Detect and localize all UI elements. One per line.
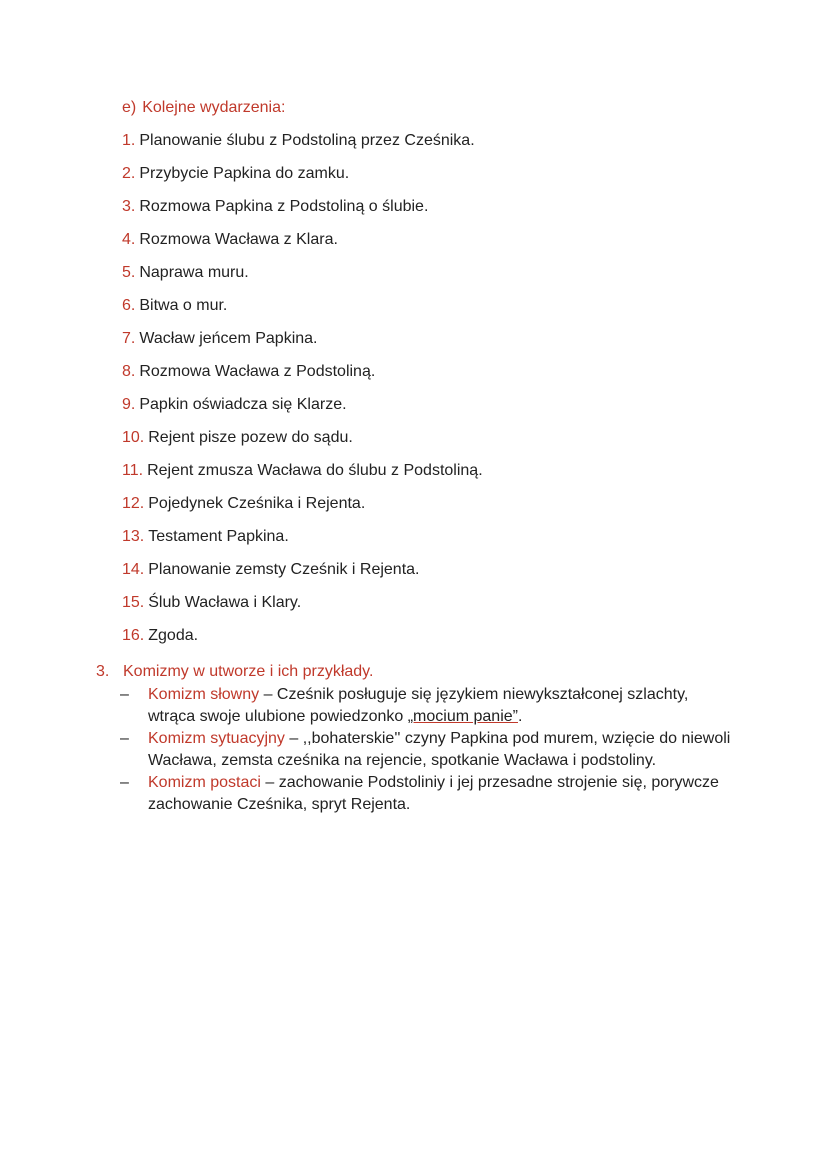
- section-title-text: Komizmy w utworze i ich przykłady.: [123, 663, 374, 680]
- event-number: 12.: [122, 495, 145, 512]
- event-number: 11.: [122, 462, 144, 479]
- list-item: [122, 395, 483, 428]
- event-number: 2.: [122, 165, 136, 182]
- catchphrase-quote: „mocium panie”: [407, 708, 518, 725]
- event-text: Testament Papkina.: [148, 528, 289, 545]
- list-item: [96, 772, 736, 816]
- event-text: Pojedynek Cześnika i Rejenta.: [148, 495, 366, 512]
- list-item: [122, 362, 483, 395]
- dash-bullet: –: [120, 730, 129, 747]
- event-number: 1.: [122, 132, 136, 149]
- event-number: 6.: [122, 297, 136, 314]
- event-text: Papkin oświadcza się Klarze.: [139, 396, 347, 413]
- list-item: [122, 494, 483, 527]
- subsection-heading: [122, 98, 285, 118]
- list-item: [96, 684, 736, 728]
- dash-bullet: –: [120, 686, 129, 703]
- comedy-text: – Cześnik posługuje się językiem niewykształconej szlachty, wtrąca swoje ulubione powiedzonko: [148, 686, 689, 725]
- event-text: Wacław jeńcem Papkina.: [139, 330, 318, 347]
- event-number: 16.: [122, 627, 145, 644]
- event-text: Rozmowa Wacława z Podstoliną.: [139, 363, 376, 380]
- list-item: [122, 626, 483, 659]
- event-text: Przybycie Papkina do zamku.: [139, 165, 350, 182]
- event-text: Naprawa muru.: [139, 264, 249, 281]
- event-number: 13.: [122, 528, 145, 545]
- comedy-label: Komizm postaci: [148, 774, 261, 791]
- list-item: [122, 296, 483, 329]
- list-item: [122, 329, 483, 362]
- comedy-label: Komizm sytuacyjny: [148, 730, 285, 747]
- list-item: [122, 428, 483, 461]
- event-number: 5.: [122, 264, 136, 281]
- subsection-marker: e): [122, 99, 137, 116]
- event-number: 8.: [122, 363, 136, 380]
- subsection-title: Kolejne wydarzenia:: [142, 99, 286, 116]
- comedy-list: [96, 684, 736, 816]
- event-text: Ślub Wacława i Klary.: [148, 594, 302, 611]
- events-list: [122, 131, 483, 659]
- comedy-text: – ,,bohaterskie'' czyny Papkina pod murem, wzięcie do niewoli Wacława, zemsta cześnika na rejencie, spotkanie Wacława i podstoliny.: [148, 730, 731, 769]
- section-number: 3.: [96, 663, 110, 680]
- event-text: Rejent pisze pozew do sądu.: [148, 429, 353, 446]
- list-item: [122, 164, 483, 197]
- event-text: Bitwa o mur.: [139, 297, 228, 314]
- section-title: [96, 661, 736, 683]
- event-number: 4.: [122, 231, 136, 248]
- event-text: Rozmowa Wacława z Klara.: [139, 231, 338, 248]
- comedy-text-end: .: [517, 708, 523, 725]
- event-text: Zgoda.: [148, 627, 199, 644]
- event-text: Planowanie ślubu z Podstoliną przez Cześnika.: [139, 132, 475, 149]
- event-text: Rejent zmusza Wacława do ślubu z Podstoliną.: [147, 462, 483, 479]
- event-number: 7.: [122, 330, 136, 347]
- event-number: 10.: [122, 429, 145, 446]
- event-number: 9.: [122, 396, 136, 413]
- list-item: [122, 527, 483, 560]
- event-number: 14.: [122, 561, 145, 578]
- event-number: 3.: [122, 198, 136, 215]
- event-text: Rozmowa Papkina z Podstoliną o ślubie.: [139, 198, 429, 215]
- list-item: [122, 230, 483, 263]
- list-item: [122, 131, 483, 164]
- list-item: [122, 197, 483, 230]
- event-number: 15.: [122, 594, 145, 611]
- list-item: [122, 263, 483, 296]
- comedy-section: [96, 661, 736, 816]
- event-text: Planowanie zemsty Cześnik i Rejenta.: [148, 561, 420, 578]
- comedy-label: Komizm słowny: [148, 686, 260, 703]
- list-item: [122, 593, 483, 626]
- list-item: [122, 461, 483, 494]
- list-item: [122, 560, 483, 593]
- comedy-text: – zachowanie Podstoliniy i jej przesadne strojenie się, porywcze zachowanie Cześnika, spryt Rejenta.: [148, 774, 719, 813]
- list-item: [96, 728, 736, 772]
- dash-bullet: –: [120, 774, 129, 791]
